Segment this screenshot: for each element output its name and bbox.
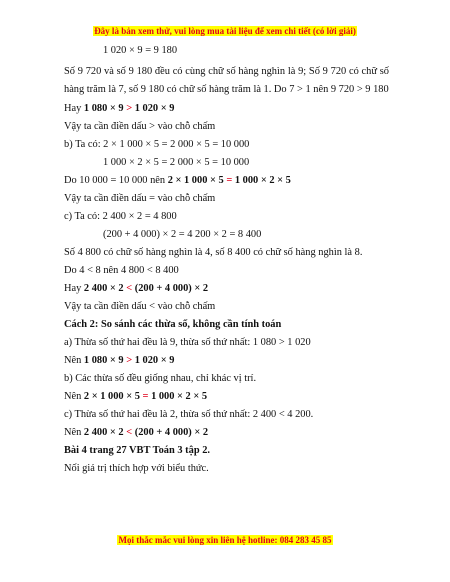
text-line: b) Các thừa số đều giống nhau, chỉ khác vị trí. (64, 373, 257, 384)
left-expression: 1 080 × 9 (83, 355, 124, 366)
text-line: (200 + 4 000) × 2 = 4 200 × 2 = 8 400 (103, 229, 262, 240)
comparison-sign: = (223, 175, 235, 186)
line-prefix: Hay (64, 283, 84, 294)
preview-notice-text: Đây là bản xem thử, vui lòng mua tài liệu để xem chi tiết (có lời giải) (94, 26, 356, 36)
hotline-banner (0, 535, 450, 545)
comparison-sign: > (123, 355, 135, 366)
left-expression: 2 × 1 000 × 5 (167, 175, 224, 186)
comparison-sign: > (123, 103, 135, 114)
text-line: b) Ta có: 2 × 1 000 × 5 = 2 000 × 5 = 10 000 (64, 139, 250, 150)
text-line: hàng trăm là 7, số 9 180 có chữ số hàng trăm là 1. Do 7 > 1 nên 9 720 > 9 180 (64, 84, 389, 95)
section-heading: Cách 2: So sánh các thừa số, không cần tính toán (64, 319, 282, 330)
line-prefix: Hay (64, 103, 84, 114)
left-expression: 2 400 × 2 (83, 283, 124, 294)
comparison-sign: < (123, 427, 135, 438)
right-expression: 1 000 × 2 × 5 (234, 175, 291, 186)
text-line: Nối giá trị thích hợp với biểu thức. (64, 463, 209, 474)
text-line: Vậy ta cần điền dấu = vào chỗ chấm (64, 193, 216, 204)
text-line: 1 020 × 9 = 9 180 (103, 45, 178, 56)
comparison-line (64, 390, 207, 403)
comparison-sign: < (123, 283, 135, 294)
text-line: c) Thừa số thứ hai đều là 2, thừa số thứ nhất: 2 400 < 4 200. (64, 409, 314, 420)
text-line: Số 4 800 có chữ số hàng nghìn là 4, số 8 400 có chữ số hàng nghìn là 8. (64, 247, 363, 258)
comparison-line (64, 174, 291, 187)
comparison-line (64, 282, 208, 295)
text-line: Vậy ta cần điền dấu > vào chỗ chấm (64, 121, 216, 132)
text-line: c) Ta có: 2 400 × 2 = 4 800 (64, 211, 177, 222)
comparison-sign: = (139, 391, 152, 402)
left-expression: 2 × 1 000 × 5 (83, 391, 140, 402)
text-line: Số 9 720 và số 9 180 đều có cùng chữ số hàng nghìn là 9; Số 9 720 có chữ số (64, 66, 389, 77)
right-expression: 1 020 × 9 (134, 355, 175, 366)
text-line: Vậy ta cần điền dấu < vào chỗ chấm (64, 301, 216, 312)
line-prefix: Nên (64, 427, 84, 438)
text-line: 1 000 × 2 × 5 = 2 000 × 5 = 10 000 (103, 157, 250, 168)
comparison-line (64, 426, 208, 439)
hotline-text: Mọi thắc mắc vui lòng xin liên hệ hotline: 084 283 45 85 (118, 535, 332, 545)
text-line: Do 4 < 8 nên 4 800 < 8 400 (64, 265, 179, 276)
line-prefix: Nên (64, 355, 84, 366)
section-heading: Bài 4 trang 27 VBT Toán 3 tập 2. (64, 445, 210, 456)
right-expression: 1 000 × 2 × 5 (151, 391, 208, 402)
comparison-line (64, 354, 174, 367)
preview-notice-banner (0, 26, 450, 36)
right-expression: 1 020 × 9 (134, 103, 175, 114)
line-prefix: Do 10 000 = 10 000 nên (64, 175, 168, 186)
text-line: a) Thừa số thứ hai đều là 9, thừa số thứ nhất: 1 080 > 1 020 (64, 337, 311, 348)
right-expression: (200 + 4 000) × 2 (134, 283, 209, 294)
left-expression: 2 400 × 2 (83, 427, 124, 438)
comparison-line (64, 102, 174, 115)
left-expression: 1 080 × 9 (83, 103, 124, 114)
line-prefix: Nên (64, 391, 84, 402)
right-expression: (200 + 4 000) × 2 (134, 427, 209, 438)
